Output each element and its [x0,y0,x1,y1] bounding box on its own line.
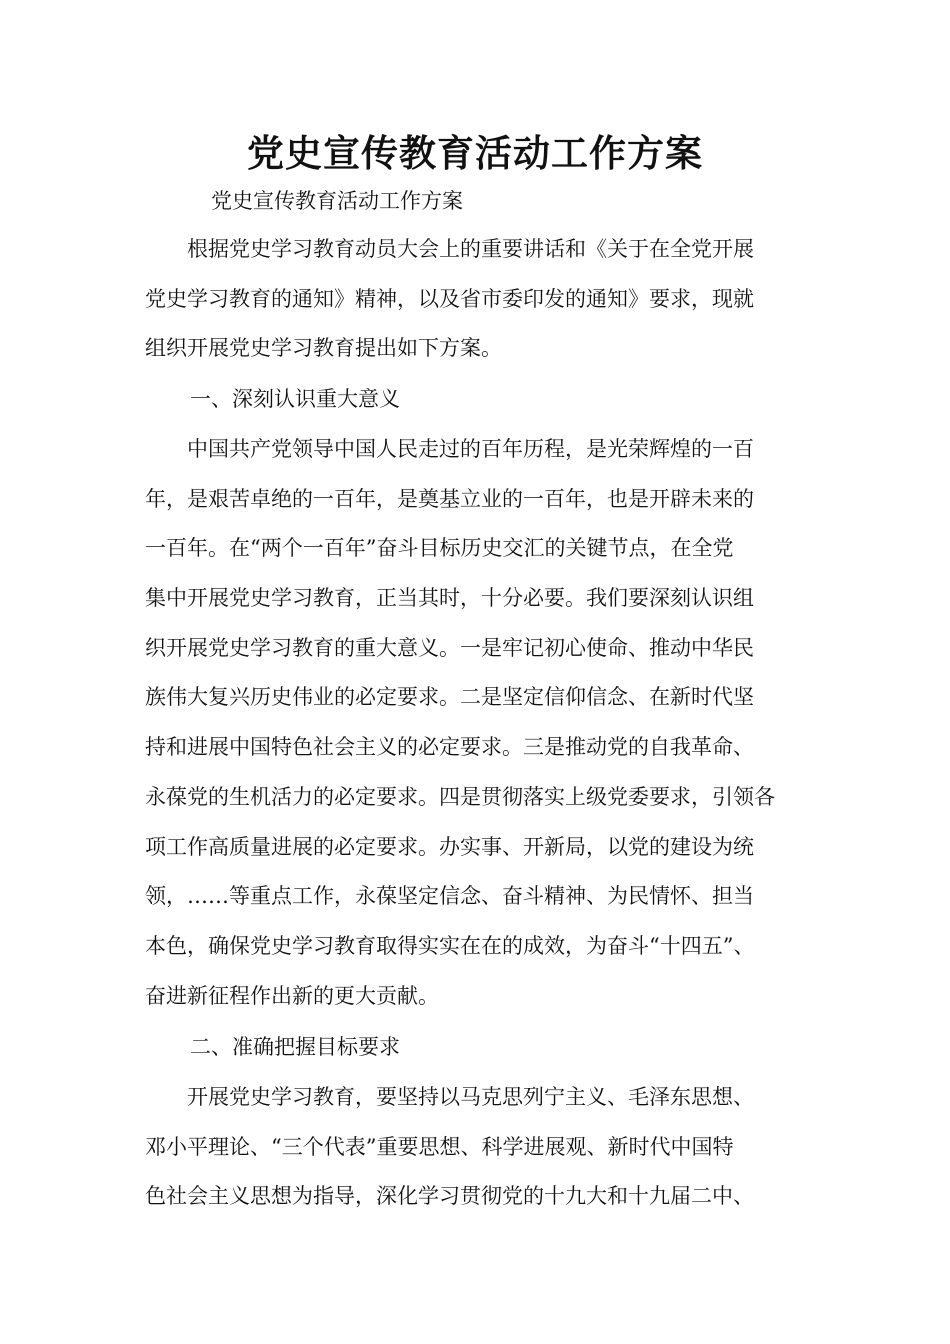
paragraph-line: 一百年。在“两个一百年”奋斗目标历史交汇的关键节点，在全党 [145,536,734,561]
paragraph-line: 开展党史学习教育，要坚持以马克思列宁主义、毛泽东思想、 [145,1085,754,1109]
paragraph-line: 邓小平理论、“三个代表”重要思想、科学进展观、新时代中国特 [145,1134,734,1159]
intro-paragraph [145,225,825,374]
section1-paragraph [145,425,825,1021]
section-heading-1: 一、深刻认识重大意义 [190,387,400,411]
document-title: 党史宣传教育活动工作方案 [247,131,703,175]
paragraph-line: 组织开展党史学习教育提出如下方案。 [145,336,502,361]
paragraph-line: 中国共产党领导中国人民走过的百年历程，是光荣辉煌的一百 [145,437,754,461]
paragraph-line: 领，……等重点工作，永葆坚定信念、奋斗精神、为民情怀、担当 [145,884,754,909]
paragraph-line: 族伟大复兴历史伟业的必定要求。二是坚定信仰信念、在新时代坚 [145,685,754,710]
paragraph-line: 永葆党的生机活力的必定要求。四是贯彻落实上级党委要求，引领各 [145,784,775,809]
paragraph-line: 持和进展中国特色社会主义的必定要求。三是推动党的自我革命、 [145,735,754,760]
paragraph-line: 根据党史学习教育动员大会上的重要讲话和《关于在全党开展 [145,237,754,261]
document-subtitle: 党史宣传教育活动工作方案 [211,189,463,213]
paragraph-line: 色社会主义思想为指导，深化学习贯彻党的十九大和十九届二中、 [145,1184,754,1209]
paragraph-line: 奋进新征程作出新的更大贡献。 [145,983,439,1008]
paragraph-line: 党史学习教育的通知》精神，以及省市委印发的通知》要求，现就 [145,286,754,311]
section2-paragraph [145,1073,825,1222]
section-heading-2: 二、准确把握目标要求 [190,1035,400,1059]
paragraph-line: 年，是艰苦卓绝的一百年，是奠基立业的一百年，也是开辟未来的 [145,486,754,511]
paragraph-line: 集中开展党史学习教育，正当其时，十分必要。我们要深刻认识组 [145,586,754,611]
paragraph-line: 本色，确保党史学习教育取得实实在在的成效，为奋斗“十四五”、 [145,933,755,958]
paragraph-line: 织开展党史学习教育的重大意义。一是牢记初心使命、推动中华民 [145,635,754,660]
paragraph-line: 项工作高质量进展的必定要求。办实事、开新局，以党的建设为统 [145,834,754,859]
